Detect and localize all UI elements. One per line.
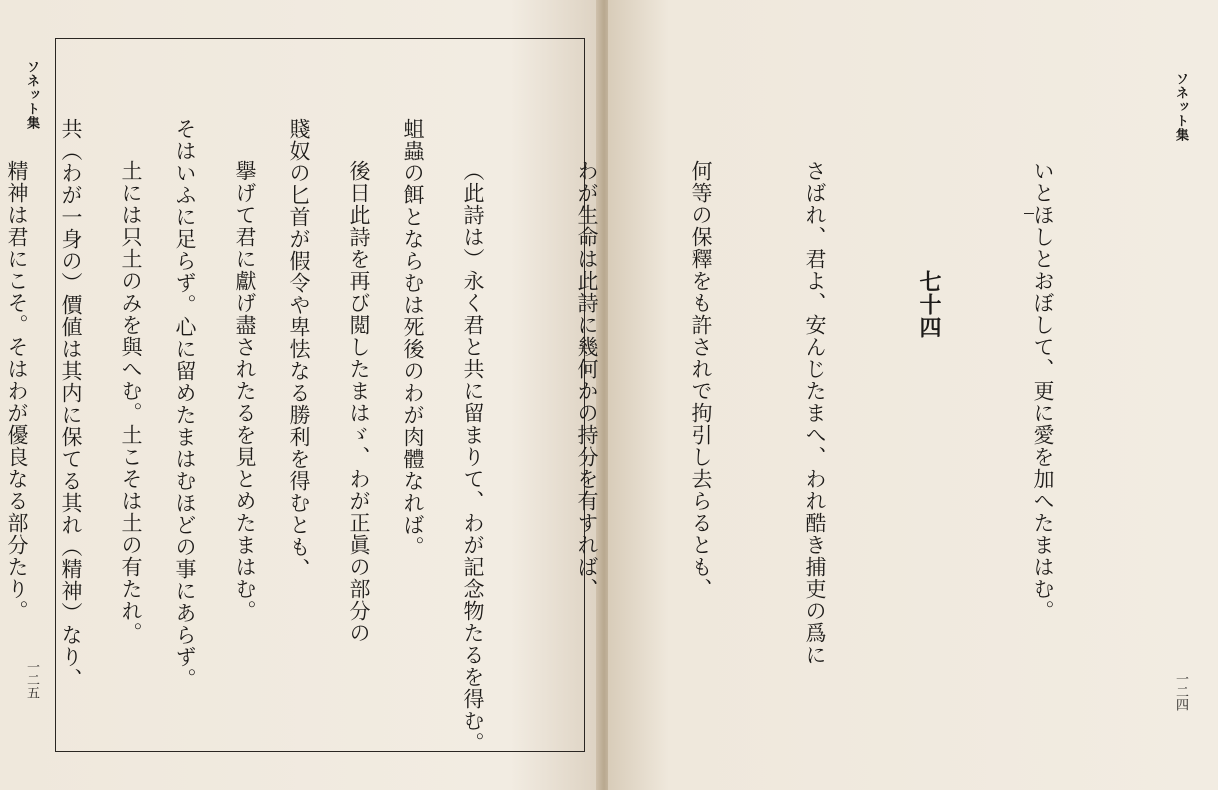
text-line: 精神は君にこそ。そはわが優良なる部分たり。 (5, 160, 29, 622)
text-line: 共（わが一身の）價値は其内に保てる其れ（精神）なり、 (59, 118, 83, 690)
page-number: 一二五 (24, 660, 39, 699)
text-line: 後日此詩を再び閲したまはゞ、わが正眞の部分の (347, 160, 371, 644)
text-line: 擧げて君に獻げ盡されたるを見とめたまはむ。 (233, 160, 257, 622)
text-line: 蛆蟲の餌とならむは死後のわが肉體なれば。 (401, 118, 425, 558)
text-line: さばれ、君よ、安んじたまへ、われ酷き捕吏の爲に (803, 160, 827, 666)
running-head: ソネット集 (1173, 72, 1188, 142)
sonnet-number: 七十四 (916, 270, 942, 339)
page-number: 一二四 (1173, 672, 1188, 711)
text-line: 賤奴の匕首が假令や卑怯なる勝利を得むとも、 (287, 118, 311, 580)
text-line: いとほしとおぼして、更に愛を加へたまはむ。 (1031, 160, 1055, 622)
text-line: 土には只土のみを與へむ。土こそは土の有たれ。 (119, 160, 143, 644)
text-line: そはいふに足らず。心に留めたまはむほどの事にあらず。 (173, 118, 197, 690)
text-line: （此詩は）永く君と共に留まりて、わが記念物たるを得む。 (461, 160, 485, 754)
running-head: ソネット集 (24, 60, 39, 130)
poem-text (0, 160, 1138, 760)
text-line: 何等の保釋をも許されで拘引し去らるとも、 (689, 160, 713, 600)
text-line: わが生命は此詩に幾何かの持分を有すれば、 (575, 160, 599, 600)
